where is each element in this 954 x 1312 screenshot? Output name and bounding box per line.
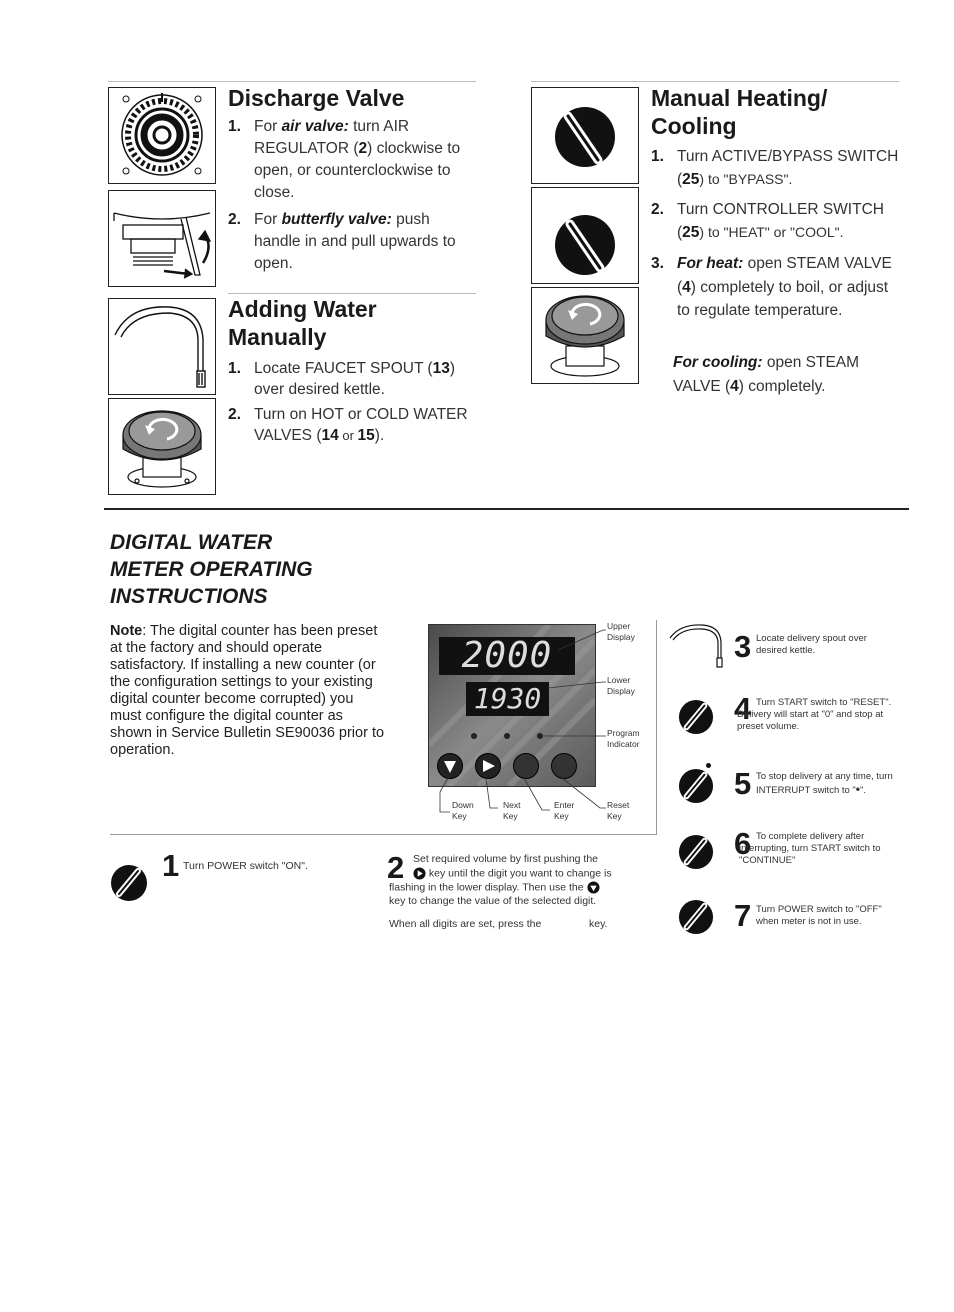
emphasis-text: For cooling: <box>673 354 763 371</box>
step-2-line-4: key to change the value of the selected digit. <box>389 895 597 907</box>
lower-display: 1930 <box>473 682 542 715</box>
step-number: 1. <box>651 148 664 165</box>
next-key-label: Next Key <box>503 800 521 821</box>
down-key-label: Down Key <box>452 800 474 821</box>
step-text: ) over desired kettle. <box>254 360 456 398</box>
continue-switch-knob-icon <box>678 834 714 870</box>
step-text: Turn ACTIVE/BYPASS SWITCH ( <box>677 148 899 188</box>
title-line: Cooling <box>651 113 737 139</box>
step-number: 1. <box>228 118 241 135</box>
enter-key-label: Enter Key <box>554 800 575 821</box>
step-text: ) clockwise to open, or counterclockwise to close. <box>254 140 461 201</box>
part-reference: 4 <box>682 278 691 296</box>
emphasis-text: For heat: <box>677 255 744 272</box>
manual-heating-cooling-title <box>651 84 827 140</box>
step-number: 1. <box>228 360 241 377</box>
part-reference: 25 <box>682 224 700 241</box>
manual-step-3 <box>651 252 899 323</box>
part-reference: 2 <box>358 140 368 157</box>
power-off-knob-icon <box>678 899 714 935</box>
frame-horizontal <box>110 834 657 835</box>
adding-step-1 <box>228 358 480 400</box>
top-rule-left <box>108 81 476 82</box>
step-text: ) completely. <box>738 377 826 395</box>
manual-cooling-text <box>673 351 899 398</box>
title-line: DIGITAL WATER <box>110 531 273 554</box>
step-text: To stop delivery at any time, turn INTERRUPT switch to " <box>756 771 893 796</box>
bullet-dot-icon: • <box>855 782 860 796</box>
step-7-text: Turn POWER switch to "OFF" when meter is not in use. <box>756 904 882 927</box>
step-text: ". <box>860 785 867 796</box>
interrupt-switch-knob-icon <box>678 768 714 804</box>
air-regulator-image <box>108 87 216 184</box>
part-reference: 4 <box>730 377 739 395</box>
step-4-text: Turn START switch to "RESET". Delivery will start at "0" and stop at preset volume. <box>737 697 892 732</box>
title-line: INSTRUCTIONS <box>110 585 268 608</box>
step-number-5: 5 <box>734 766 752 801</box>
step-text: turn AIR REGULATOR ( <box>254 118 410 157</box>
step-text: Locate FAUCET SPOUT ( <box>254 360 433 377</box>
step-2-line-5a: When all digits are set, press the <box>389 918 542 930</box>
step-text: open STEAM VALVE ( <box>673 354 860 395</box>
step-number-3: 3 <box>734 629 752 664</box>
title-line: METER OPERATING <box>110 558 313 581</box>
step-number: 2. <box>651 201 664 218</box>
step-text: open STEAM VALVE ( <box>677 255 892 296</box>
faucet-spout-image <box>108 298 216 395</box>
note-text: : The digital counter has been preset at the factory and should operate satisfactory. If installing a new counter (or the configuration settings to your existing digital counter become corrupted) you must configure the digital counter as shown in Service Bulletin SE90036 prior to operation. <box>110 623 385 758</box>
step-1-text: Turn POWER switch "ON". <box>183 860 308 872</box>
discharge-valve-title: Discharge Valve <box>228 85 405 111</box>
step-2-line-1: Set required volume by first pushing the <box>413 853 599 865</box>
part-reference: 13 <box>432 360 450 377</box>
step-number: 3. <box>651 255 664 272</box>
step-text: ) completely to boil, or adjust to regulate temperature. <box>677 278 889 319</box>
adding-water-title <box>228 295 377 351</box>
top-rule-right <box>531 81 899 82</box>
interrupt-dot-icon <box>706 763 711 768</box>
title-line: Manual Heating/ <box>651 85 828 111</box>
section-divider <box>104 508 909 510</box>
section-rule <box>228 293 476 294</box>
note-label: Note <box>110 623 143 639</box>
part-reference: 14 <box>321 427 339 444</box>
step-text: Turn on HOT or COLD WATER VALVES ( <box>254 406 468 444</box>
step-text: For <box>254 211 282 228</box>
program-indicator-label: Program Indicator <box>607 728 640 749</box>
step-text: For <box>254 118 282 135</box>
controller-switch-knob-image <box>531 187 639 284</box>
step-text: key until the digit you want to change is <box>428 867 612 880</box>
step-text: or <box>338 428 358 443</box>
step-number-1: 1 <box>162 848 180 883</box>
digital-meter-title <box>110 529 313 610</box>
reset-key-label: Reset Key <box>607 800 630 821</box>
emphasis-text: butterfly valve: <box>281 211 392 228</box>
start-switch-knob-icon <box>678 699 714 735</box>
step-text: flashing in the lower display. Then use the <box>389 881 584 894</box>
bypass-switch-knob-image <box>531 87 639 184</box>
title-line: Manually <box>228 324 327 350</box>
power-switch-knob-icon <box>110 864 148 902</box>
step-number-7: 7 <box>734 898 752 933</box>
down-key-icon <box>587 881 600 894</box>
step-number-4: 4 <box>734 691 752 726</box>
manual-step-1 <box>651 146 899 191</box>
manual-step-2 <box>651 199 899 244</box>
emphasis-text: air valve: <box>281 118 349 135</box>
step-text: Turn CONTROLLER SWITCH ( <box>677 201 884 241</box>
step-number-6: 6 <box>734 826 752 861</box>
step-number: 2. <box>228 406 241 423</box>
step-text: ) to "BYPASS". <box>699 171 793 187</box>
upper-display-label: Upper Display <box>607 621 635 642</box>
step-text: push handle in and pull upwards to open. <box>254 211 456 272</box>
step-2-line-3 <box>389 881 634 894</box>
water-valve-knob-image <box>108 398 216 495</box>
part-reference: 25 <box>682 171 700 188</box>
steam-valve-knob-image <box>531 287 639 384</box>
step-text: ) to "HEAT" or "COOL". <box>699 224 844 240</box>
step-number-2: 2 <box>387 850 405 885</box>
step-2-line-2 <box>413 867 653 880</box>
adding-step-2 <box>228 404 484 446</box>
next-key-icon <box>413 867 426 880</box>
title-line: Adding Water <box>228 296 377 322</box>
step-2-line-5b: key. <box>589 918 608 930</box>
butterfly-valve-image <box>108 190 216 287</box>
upper-display: 2000 <box>461 635 553 676</box>
part-reference: 15 <box>357 427 375 444</box>
configuration-note <box>110 623 388 759</box>
lower-display-label: Lower Display <box>607 675 635 696</box>
delivery-spout-icon <box>668 622 728 670</box>
step-text: ). <box>374 427 385 444</box>
step-3-text: Locate delivery spout over desired kettle. <box>756 633 867 656</box>
step-6-text: To complete delivery after interrupting, turn START switch to "CONTINUE" <box>739 831 881 866</box>
step-5-text <box>756 771 906 797</box>
discharge-step-2 <box>228 209 480 275</box>
step-number: 2. <box>228 211 241 228</box>
discharge-step-1 <box>228 116 480 204</box>
meter-leader-lines <box>428 620 658 830</box>
